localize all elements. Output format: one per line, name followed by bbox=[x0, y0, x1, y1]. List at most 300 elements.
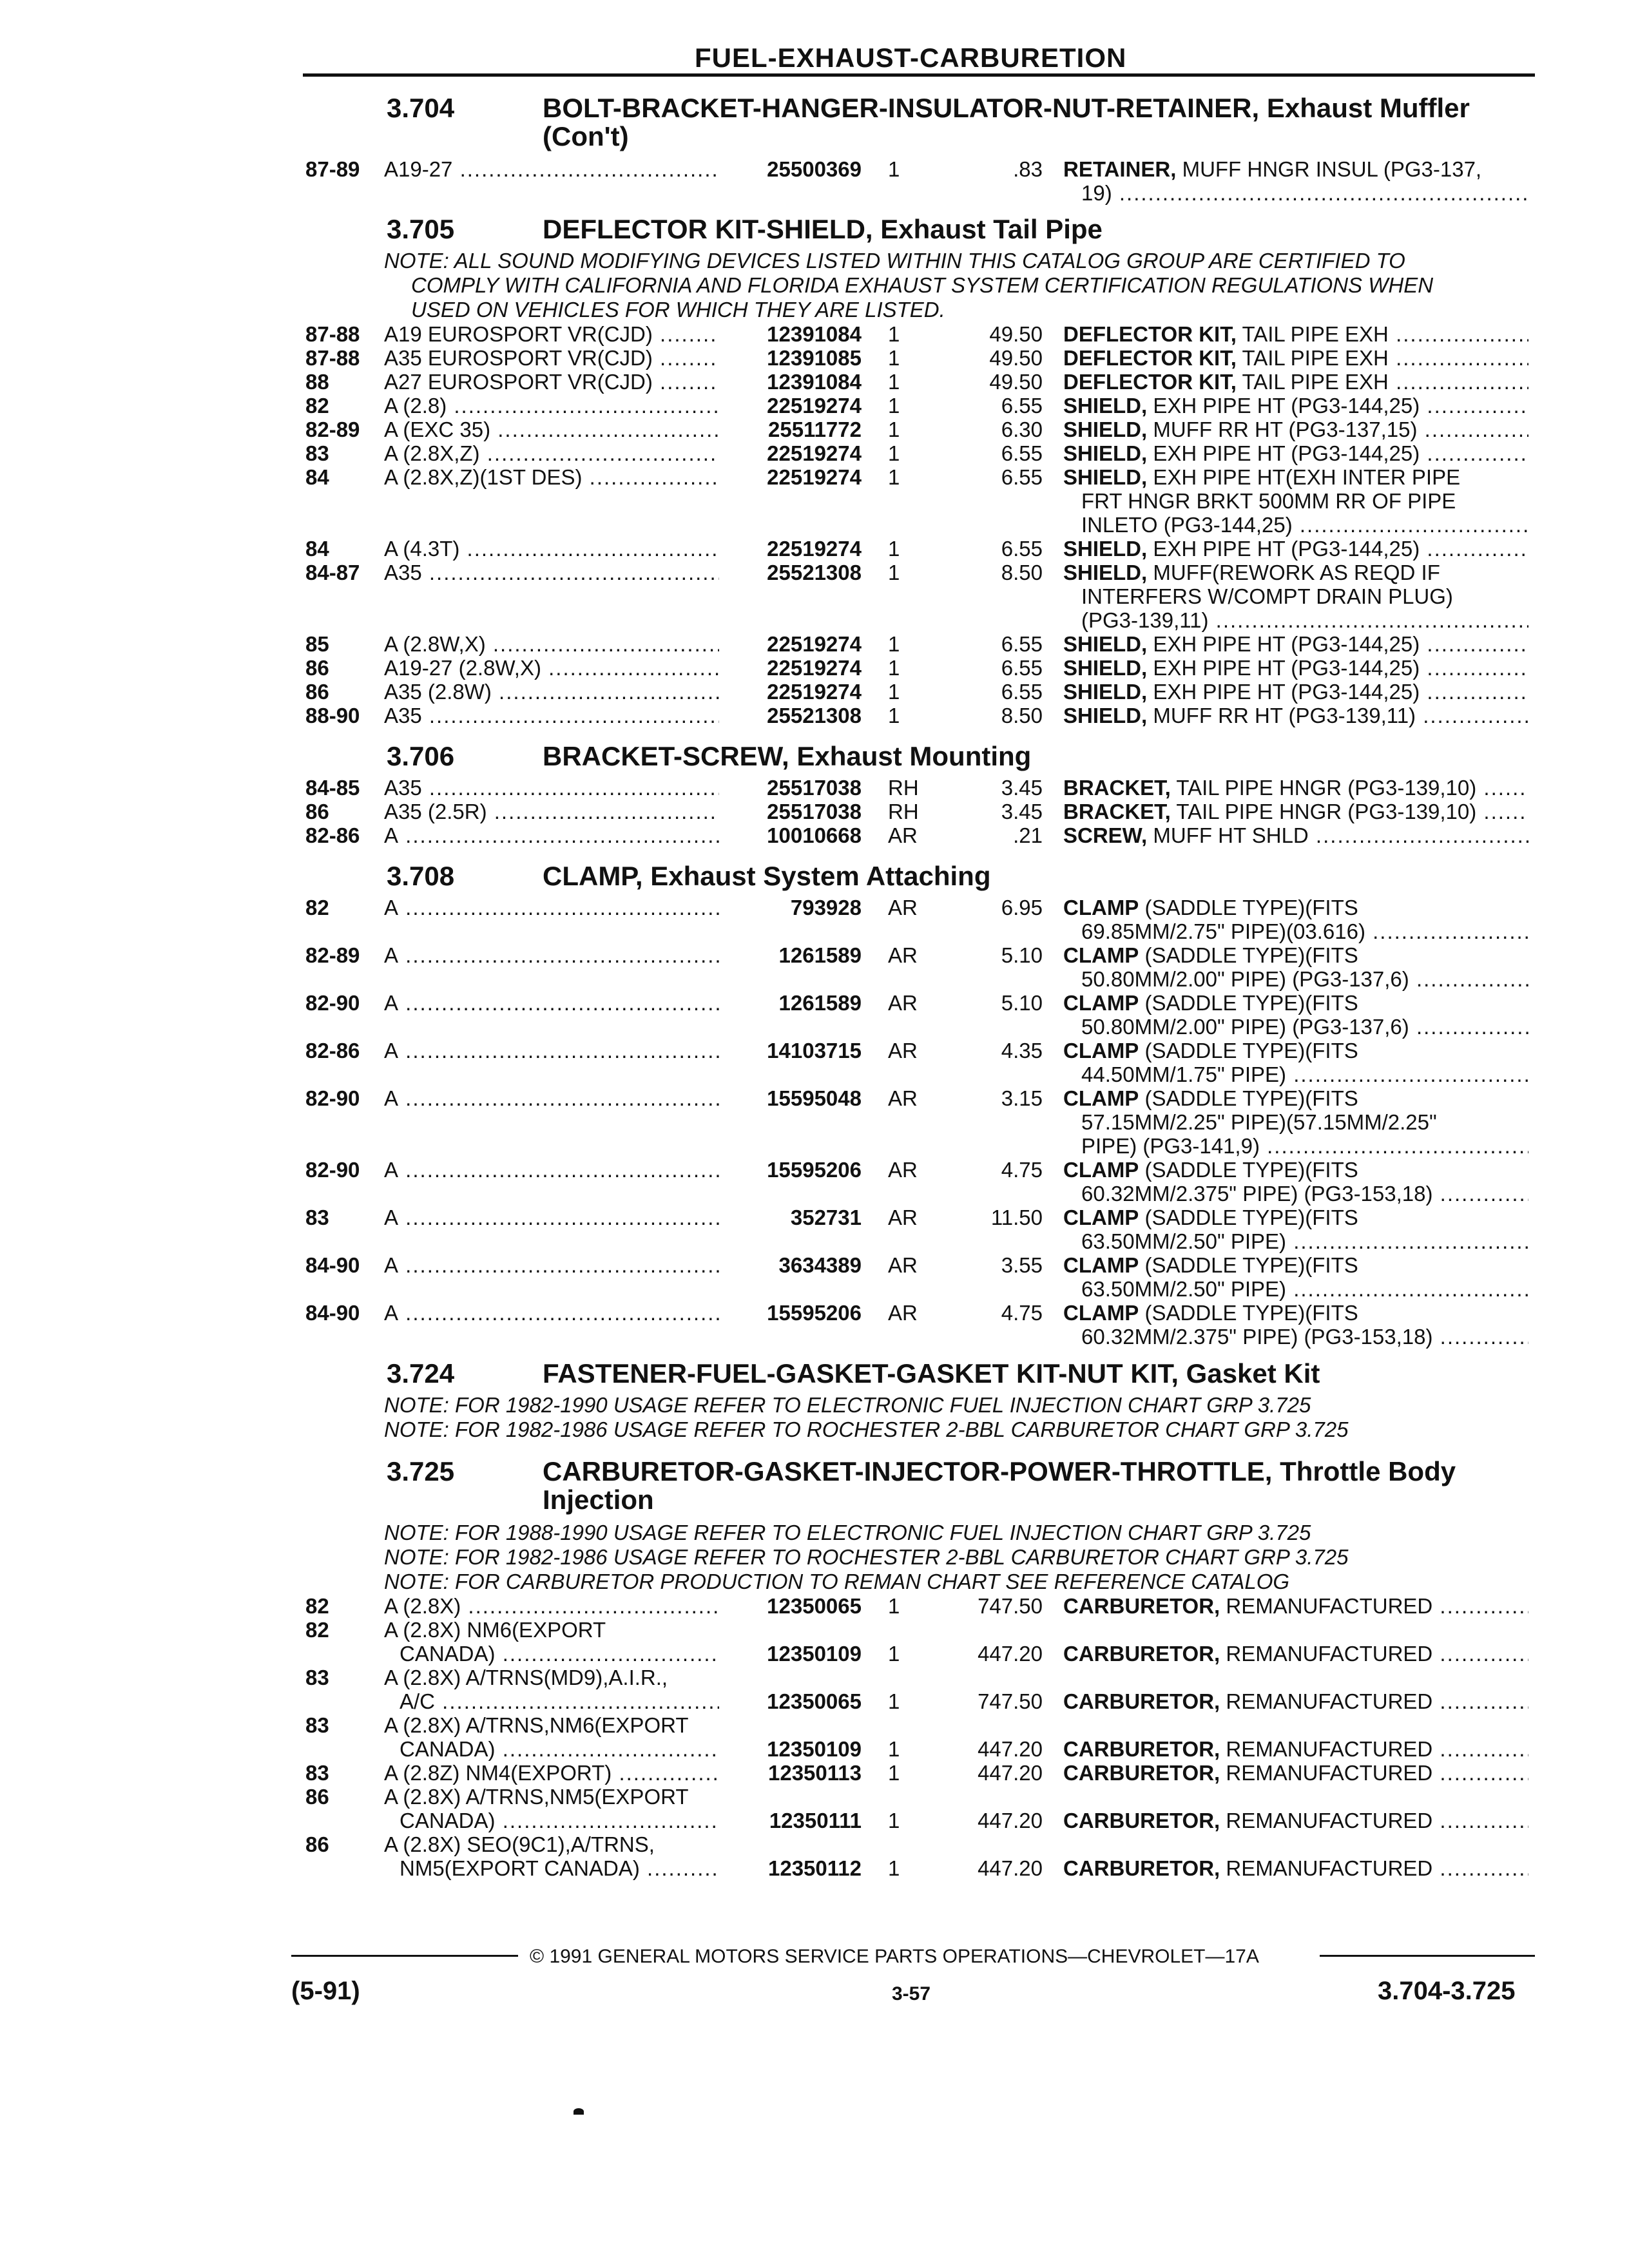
part-name: CARBURETOR, bbox=[1063, 1594, 1220, 1618]
price: 3.15 bbox=[1001, 1086, 1043, 1110]
description-line bbox=[1063, 1277, 1528, 1301]
price: 6.55 bbox=[1001, 465, 1043, 489]
description-line bbox=[1063, 513, 1528, 537]
part-name: CARBURETOR, bbox=[1063, 1642, 1220, 1666]
model-year: 83 bbox=[305, 1713, 329, 1737]
section-number: 3.725 bbox=[387, 1456, 455, 1486]
section-note: NOTE: FOR CARBURETOR PRODUCTION TO REMAN CHART SEE REFERENCE CATALOG bbox=[384, 1570, 1290, 1593]
model-year: 82 bbox=[305, 1618, 329, 1642]
model-year: 86 bbox=[305, 800, 329, 823]
part-number: 15595206 bbox=[767, 1158, 862, 1182]
part-name: CLAMP bbox=[1063, 943, 1139, 967]
price: 6.55 bbox=[1001, 394, 1043, 418]
price: 6.30 bbox=[1001, 418, 1043, 441]
quantity: 1 bbox=[888, 656, 900, 680]
section-title: CLAMP, Exhaust System Attaching bbox=[543, 861, 991, 891]
description-text: (SADDLE TYPE)(FITS bbox=[1144, 991, 1358, 1015]
quantity: 1 bbox=[888, 346, 900, 370]
description-line bbox=[1063, 1737, 1528, 1761]
section-note: COMPLY WITH CALIFORNIA AND FLORIDA EXHAUST SYSTEM CERTIFICATION REGULATIONS WHEN bbox=[411, 273, 1434, 297]
description-text: REMANUFACTURED bbox=[1226, 1642, 1433, 1666]
description-line bbox=[1063, 489, 1528, 513]
model-year: 84-90 bbox=[305, 1253, 360, 1277]
description-text: EXH PIPE HT (PG3-144,25) bbox=[1153, 680, 1420, 704]
quantity: 1 bbox=[888, 394, 900, 418]
section-note: USED ON VEHICLES FOR WHICH THEY ARE LISTED. bbox=[411, 298, 945, 322]
quantity: 1 bbox=[888, 441, 900, 465]
price: 8.50 bbox=[1001, 561, 1043, 584]
model-description: A35 (2.5R) ..... bbox=[384, 800, 719, 823]
part-description bbox=[1063, 1809, 1528, 1832]
model-year: 83 bbox=[305, 1666, 329, 1689]
price: 4.75 bbox=[1001, 1158, 1043, 1182]
part-name: CLAMP bbox=[1063, 1253, 1139, 1277]
price: 6.55 bbox=[1001, 632, 1043, 656]
part-description bbox=[1063, 322, 1528, 346]
section-title: FASTENER-FUEL-GASKET-GASKET KIT-NUT KIT, Gasket Kit bbox=[543, 1358, 1320, 1389]
model-year: 86 bbox=[305, 1832, 329, 1856]
description-text: 60.32MM/2.375" PIPE) (PG3-153,18) bbox=[1081, 1182, 1433, 1206]
part-number: 25521308 bbox=[767, 704, 862, 727]
quantity: 1 bbox=[888, 465, 900, 489]
price: .21 bbox=[1013, 823, 1043, 847]
part-description bbox=[1063, 1856, 1528, 1880]
description-text: MUFF HNGR INSUL (PG3-137, bbox=[1182, 157, 1482, 181]
description-text: 19) bbox=[1081, 181, 1112, 205]
description-line bbox=[1063, 346, 1528, 370]
price: 447.20 bbox=[978, 1737, 1043, 1761]
description-text: EXH PIPE HT (PG3-144,25) bbox=[1153, 441, 1420, 465]
part-description bbox=[1063, 1642, 1528, 1666]
part-name: CLAMP bbox=[1063, 1086, 1139, 1110]
description-line bbox=[1063, 537, 1528, 561]
description-text: MUFF RR HT (PG3-137,15) bbox=[1153, 418, 1418, 441]
part-name: CARBURETOR, bbox=[1063, 1856, 1220, 1880]
part-number: 12350113 bbox=[767, 1761, 862, 1785]
part-number: 12391084 bbox=[767, 370, 862, 394]
part-description bbox=[1063, 656, 1528, 680]
description-line bbox=[1063, 1809, 1528, 1832]
price: 447.20 bbox=[978, 1761, 1043, 1785]
part-number: 22519274 bbox=[767, 441, 862, 465]
model-year: 86 bbox=[305, 680, 329, 704]
description-line bbox=[1063, 1594, 1528, 1618]
model-description: A (2.8X) ..... bbox=[384, 1594, 719, 1618]
section-number: 3.724 bbox=[387, 1358, 455, 1389]
price: 747.50 bbox=[978, 1594, 1043, 1618]
quantity: 1 bbox=[888, 1689, 900, 1713]
description-line bbox=[1063, 584, 1528, 608]
quantity: 1 bbox=[888, 1809, 900, 1832]
part-description bbox=[1063, 1594, 1528, 1618]
model-description: A (2.8Z) NM4(EXPORT) ..... bbox=[384, 1761, 719, 1785]
model-year: 83 bbox=[305, 1206, 329, 1229]
quantity: 1 bbox=[888, 680, 900, 704]
part-name: CARBURETOR, bbox=[1063, 1689, 1220, 1713]
part-name: SHIELD, bbox=[1063, 704, 1148, 727]
description-line bbox=[1063, 322, 1528, 346]
part-description bbox=[1063, 1737, 1528, 1761]
price: 49.50 bbox=[989, 346, 1043, 370]
description-text: 50.80MM/2.00" PIPE) (PG3-137,6) bbox=[1081, 1015, 1409, 1039]
description-text: REMANUFACTURED bbox=[1226, 1689, 1433, 1713]
description-text: REMANUFACTURED bbox=[1226, 1761, 1433, 1785]
description-line bbox=[1063, 1062, 1528, 1086]
part-description bbox=[1063, 1206, 1528, 1253]
quantity: AR bbox=[888, 1086, 918, 1110]
part-number: 25521308 bbox=[767, 561, 862, 584]
part-description bbox=[1063, 1039, 1528, 1086]
part-description bbox=[1063, 370, 1528, 394]
quantity: 1 bbox=[888, 322, 900, 346]
model-year: 82-86 bbox=[305, 823, 360, 847]
description-text: (SADDLE TYPE)(FITS bbox=[1144, 1039, 1358, 1062]
model-description: A (2.8X,Z) ..... bbox=[384, 441, 719, 465]
description-text: REMANUFACTURED bbox=[1226, 1737, 1433, 1761]
quantity: 1 bbox=[888, 370, 900, 394]
part-description bbox=[1063, 632, 1528, 656]
model-year: 84 bbox=[305, 537, 329, 561]
quantity: AR bbox=[888, 1206, 918, 1229]
price: 11.50 bbox=[990, 1206, 1043, 1229]
model-year: 86 bbox=[305, 1785, 329, 1809]
section-title: BRACKET-SCREW, Exhaust Mounting bbox=[543, 741, 1032, 771]
quantity: 1 bbox=[888, 537, 900, 561]
description-text: TAIL PIPE HNGR (PG3-139,10) bbox=[1176, 800, 1477, 823]
description-text: EXH PIPE HT (PG3-144,25) bbox=[1153, 537, 1420, 561]
part-number: 25517038 bbox=[767, 776, 862, 800]
quantity: AR bbox=[888, 943, 918, 967]
description-line bbox=[1063, 1182, 1528, 1206]
part-description bbox=[1063, 776, 1528, 800]
description-text: (SADDLE TYPE)(FITS bbox=[1144, 1086, 1358, 1110]
part-number: 22519274 bbox=[767, 465, 862, 489]
model-description: A35 (2.8W) ..... bbox=[384, 680, 719, 704]
part-description bbox=[1063, 1158, 1528, 1206]
part-number: 22519274 bbox=[767, 656, 862, 680]
quantity: 1 bbox=[888, 1642, 900, 1666]
description-text: MUFF RR HT (PG3-139,11) bbox=[1153, 704, 1416, 727]
model-description: A (2.8X,Z)(1ST DES) ..... bbox=[384, 465, 719, 489]
section-note: NOTE: FOR 1982-1986 USAGE REFER TO ROCHESTER 2-BBL CARBURETOR CHART GRP 3.725 bbox=[384, 1418, 1349, 1441]
description-text: 50.80MM/2.00" PIPE) (PG3-137,6) bbox=[1081, 967, 1409, 991]
model-year: 84-85 bbox=[305, 776, 360, 800]
part-name: CLAMP bbox=[1063, 1158, 1139, 1182]
model-description: A19-27 ..... bbox=[384, 157, 719, 181]
price: 49.50 bbox=[989, 370, 1043, 394]
description-text: INTERFERS W/COMPT DRAIN PLUG) bbox=[1081, 584, 1453, 608]
part-description bbox=[1063, 1301, 1528, 1349]
description-line bbox=[1063, 1856, 1528, 1880]
part-name: SHIELD, bbox=[1063, 632, 1148, 656]
description-line bbox=[1063, 1039, 1528, 1062]
description-line bbox=[1063, 561, 1528, 584]
description-text: INLETO (PG3-144,25) bbox=[1081, 513, 1293, 537]
scan-mark bbox=[574, 2108, 584, 2115]
description-line bbox=[1063, 896, 1528, 919]
part-description bbox=[1063, 823, 1528, 847]
part-number: 3634389 bbox=[778, 1253, 862, 1277]
part-number: 352731 bbox=[790, 1206, 862, 1229]
part-name: DEFLECTOR KIT, bbox=[1063, 370, 1237, 394]
model-year: 82-90 bbox=[305, 1158, 360, 1182]
part-description bbox=[1063, 1761, 1528, 1785]
price: 3.45 bbox=[1001, 800, 1043, 823]
part-number: 22519274 bbox=[767, 394, 862, 418]
part-number: 25500369 bbox=[767, 157, 862, 181]
description-line bbox=[1063, 800, 1528, 823]
model-description: A35 EUROSPORT VR(CJD) ..... bbox=[384, 346, 719, 370]
description-text: REMANUFACTURED bbox=[1226, 1809, 1433, 1832]
model-description: A (4.3T) ..... bbox=[384, 537, 719, 561]
description-text: REMANUFACTURED bbox=[1226, 1594, 1433, 1618]
description-line bbox=[1063, 394, 1528, 418]
description-line bbox=[1063, 1642, 1528, 1666]
model-description: A (2.8) ..... bbox=[384, 394, 719, 418]
quantity: 1 bbox=[888, 632, 900, 656]
part-number: 22519274 bbox=[767, 632, 862, 656]
part-number: 15595206 bbox=[767, 1301, 862, 1325]
description-line bbox=[1063, 919, 1528, 943]
section-title: BOLT-BRACKET-HANGER-INSULATOR-NUT-RETAINER, Exhaust Muffler (Con't) bbox=[543, 93, 1470, 151]
description-line bbox=[1063, 680, 1528, 704]
description-text: (SADDLE TYPE)(FITS bbox=[1144, 896, 1358, 919]
part-description bbox=[1063, 561, 1528, 632]
model-description: A ..... bbox=[384, 896, 719, 919]
model-year: 87-88 bbox=[305, 346, 360, 370]
description-text: (SADDLE TYPE)(FITS bbox=[1144, 1301, 1358, 1325]
model-description: A ..... bbox=[384, 1086, 719, 1110]
part-name: CLAMP bbox=[1063, 1206, 1139, 1229]
part-number: 15595048 bbox=[767, 1086, 862, 1110]
part-description bbox=[1063, 991, 1528, 1039]
price: 447.20 bbox=[978, 1856, 1043, 1880]
footer-copyright: © 1991 GENERAL MOTORS SERVICE PARTS OPERATIONS—CHEVROLET—17A bbox=[530, 1946, 1259, 1967]
quantity: 1 bbox=[888, 1856, 900, 1880]
description-text: (SADDLE TYPE)(FITS bbox=[1144, 1253, 1358, 1277]
description-text: 69.85MM/2.75" PIPE)(03.616) bbox=[1081, 919, 1365, 943]
part-description bbox=[1063, 896, 1528, 943]
section-note: NOTE: ALL SOUND MODIFYING DEVICES LISTED WITHIN THIS CATALOG GROUP ARE CERTIFIED TO bbox=[384, 249, 1405, 273]
part-description bbox=[1063, 1086, 1528, 1158]
section-title: CARBURETOR-GASKET-INJECTOR-POWER-THROTTLE, Throttle Body Injection bbox=[543, 1456, 1456, 1515]
description-text: REMANUFACTURED bbox=[1226, 1856, 1433, 1880]
description-text: MUFF HT SHLD bbox=[1153, 823, 1309, 847]
description-line bbox=[1063, 181, 1528, 205]
part-description bbox=[1063, 394, 1528, 418]
part-number: 25511772 bbox=[767, 418, 862, 441]
description-text: PIPE) (PG3-141,9) bbox=[1081, 1134, 1260, 1158]
description-line bbox=[1063, 1134, 1528, 1158]
price: 3.45 bbox=[1001, 776, 1043, 800]
price: .83 bbox=[1013, 157, 1043, 181]
model-year: 82-86 bbox=[305, 1039, 360, 1062]
part-name: SHIELD, bbox=[1063, 680, 1148, 704]
model-description: A ..... bbox=[384, 1253, 719, 1277]
section-number: 3.705 bbox=[387, 214, 455, 244]
model-year: 87-89 bbox=[305, 157, 360, 181]
part-description bbox=[1063, 680, 1528, 704]
part-name: DEFLECTOR KIT, bbox=[1063, 322, 1237, 346]
part-name: SHIELD, bbox=[1063, 656, 1148, 680]
model-year: 82-90 bbox=[305, 1086, 360, 1110]
description-line bbox=[1063, 1086, 1528, 1110]
section-title: DEFLECTOR KIT-SHIELD, Exhaust Tail Pipe bbox=[543, 214, 1103, 244]
model-year: 84 bbox=[305, 465, 329, 489]
quantity: AR bbox=[888, 823, 918, 847]
description-text: EXH PIPE HT (PG3-144,25) bbox=[1153, 632, 1420, 656]
model-year: 86 bbox=[305, 656, 329, 680]
price: 5.10 bbox=[1001, 943, 1043, 967]
part-description bbox=[1063, 157, 1528, 205]
part-number: 793928 bbox=[790, 896, 862, 919]
quantity: RH bbox=[888, 776, 919, 800]
quantity: 1 bbox=[888, 1761, 900, 1785]
description-text: EXH PIPE HT (PG3-144,25) bbox=[1153, 394, 1420, 418]
model-year: 88 bbox=[305, 370, 329, 394]
price: 5.10 bbox=[1001, 991, 1043, 1015]
model-description: A ..... bbox=[384, 823, 719, 847]
price: 747.50 bbox=[978, 1689, 1043, 1713]
model-description: A (2.8X) A/TRNS,NM5(EXPORT bbox=[384, 1785, 689, 1809]
footer-page-number: 3-57 bbox=[892, 1983, 931, 2004]
part-name: CARBURETOR, bbox=[1063, 1809, 1220, 1832]
model-description-cont: A/C ..... bbox=[400, 1689, 719, 1713]
price: 447.20 bbox=[978, 1642, 1043, 1666]
description-line bbox=[1063, 1206, 1528, 1229]
description-line bbox=[1063, 967, 1528, 991]
description-text: TAIL PIPE HNGR (PG3-139,10) bbox=[1176, 776, 1477, 800]
model-year: 85 bbox=[305, 632, 329, 656]
quantity: AR bbox=[888, 1253, 918, 1277]
price: 8.50 bbox=[1001, 704, 1043, 727]
part-description bbox=[1063, 537, 1528, 561]
part-name: CARBURETOR, bbox=[1063, 1761, 1220, 1785]
model-description: A ..... bbox=[384, 1206, 719, 1229]
part-name: SHIELD, bbox=[1063, 418, 1148, 441]
description-text: 57.15MM/2.25" PIPE)(57.15MM/2.25" bbox=[1081, 1110, 1437, 1134]
description-line bbox=[1063, 1301, 1528, 1325]
part-number: 22519274 bbox=[767, 537, 862, 561]
description-line bbox=[1063, 1015, 1528, 1039]
part-name: CLAMP bbox=[1063, 896, 1139, 919]
description-line bbox=[1063, 1253, 1528, 1277]
model-description: A19 EUROSPORT VR(CJD) ..... bbox=[384, 322, 719, 346]
quantity: AR bbox=[888, 1039, 918, 1062]
description-text: EXH PIPE HT (PG3-144,25) bbox=[1153, 656, 1420, 680]
description-text: 44.50MM/1.75" PIPE) bbox=[1081, 1062, 1287, 1086]
model-description-cont: NM5(EXPORT CANADA) ..... bbox=[400, 1856, 719, 1880]
part-name: CLAMP bbox=[1063, 1039, 1139, 1062]
model-description: A ..... bbox=[384, 1039, 719, 1062]
part-number: 22519274 bbox=[767, 680, 862, 704]
part-name: CARBURETOR, bbox=[1063, 1737, 1220, 1761]
model-year: 82-89 bbox=[305, 943, 360, 967]
price: 447.20 bbox=[978, 1809, 1043, 1832]
description-text: (PG3-139,11) bbox=[1081, 608, 1209, 632]
section-note: NOTE: FOR 1988-1990 USAGE REFER TO ELECTRONIC FUEL INJECTION CHART GRP 3.725 bbox=[384, 1521, 1311, 1544]
footer-date: (5-91) bbox=[291, 1977, 360, 2005]
description-line bbox=[1063, 776, 1528, 800]
model-year: 82-90 bbox=[305, 991, 360, 1015]
description-line bbox=[1063, 370, 1528, 394]
description-text: (SADDLE TYPE)(FITS bbox=[1144, 943, 1358, 967]
part-description bbox=[1063, 346, 1528, 370]
description-line bbox=[1063, 1158, 1528, 1182]
description-line bbox=[1063, 1110, 1528, 1134]
description-text: FRT HNGR BRKT 500MM RR OF PIPE bbox=[1081, 489, 1456, 513]
description-line bbox=[1063, 656, 1528, 680]
part-description bbox=[1063, 465, 1528, 537]
part-description bbox=[1063, 943, 1528, 991]
description-line bbox=[1063, 157, 1528, 181]
model-description-cont: CANADA) ..... bbox=[400, 1737, 719, 1761]
description-text: MUFF(REWORK AS REQD IF bbox=[1153, 561, 1440, 584]
part-number: 12350065 bbox=[767, 1689, 862, 1713]
price: 6.95 bbox=[1001, 896, 1043, 919]
quantity: AR bbox=[888, 991, 918, 1015]
price: 3.55 bbox=[1001, 1253, 1043, 1277]
part-name: BRACKET, bbox=[1063, 800, 1171, 823]
price: 49.50 bbox=[989, 322, 1043, 346]
description-text: 63.50MM/2.50" PIPE) bbox=[1081, 1277, 1287, 1301]
part-number: 12350109 bbox=[767, 1737, 862, 1761]
part-name: RETAINER, bbox=[1063, 157, 1177, 181]
model-description: A ..... bbox=[384, 1301, 719, 1325]
price: 6.55 bbox=[1001, 441, 1043, 465]
part-number: 12350065 bbox=[767, 1594, 862, 1618]
description-line bbox=[1063, 418, 1528, 441]
model-description: A ..... bbox=[384, 943, 719, 967]
part-description bbox=[1063, 704, 1528, 727]
part-name: SHIELD, bbox=[1063, 561, 1148, 584]
quantity: 1 bbox=[888, 157, 900, 181]
quantity: 1 bbox=[888, 418, 900, 441]
quantity: 1 bbox=[888, 704, 900, 727]
description-text: 60.32MM/2.375" PIPE) (PG3-153,18) bbox=[1081, 1325, 1433, 1349]
description-line bbox=[1063, 632, 1528, 656]
model-description: A ..... bbox=[384, 1158, 719, 1182]
section-number: 3.706 bbox=[387, 741, 455, 771]
description-line bbox=[1063, 441, 1528, 465]
model-description: A (2.8X) A/TRNS,NM6(EXPORT bbox=[384, 1713, 689, 1737]
section-number: 3.708 bbox=[387, 861, 455, 891]
part-name: DEFLECTOR KIT, bbox=[1063, 346, 1237, 370]
description-line bbox=[1063, 1229, 1528, 1253]
description-line bbox=[1063, 943, 1528, 967]
description-text: (SADDLE TYPE)(FITS bbox=[1144, 1206, 1358, 1229]
part-description bbox=[1063, 418, 1528, 441]
quantity: AR bbox=[888, 1301, 918, 1325]
section-number: 3.704 bbox=[387, 93, 455, 123]
model-year: 83 bbox=[305, 1761, 329, 1785]
description-text: EXH PIPE HT(EXH INTER PIPE bbox=[1153, 465, 1461, 489]
description-line bbox=[1063, 1325, 1528, 1349]
model-year: 84-87 bbox=[305, 561, 360, 584]
price: 4.35 bbox=[1001, 1039, 1043, 1062]
part-number: 12391085 bbox=[767, 346, 862, 370]
description-text: (SADDLE TYPE)(FITS bbox=[1144, 1158, 1358, 1182]
model-year: 87-88 bbox=[305, 322, 360, 346]
model-description: A (2.8X) NM6(EXPORT bbox=[384, 1618, 606, 1642]
description-text: TAIL PIPE EXH bbox=[1242, 370, 1389, 394]
part-number: 12350111 bbox=[769, 1809, 862, 1832]
model-description: A19-27 (2.8W,X) ..... bbox=[384, 656, 719, 680]
part-description bbox=[1063, 800, 1528, 823]
description-line bbox=[1063, 1689, 1528, 1713]
quantity: 1 bbox=[888, 561, 900, 584]
section-note: NOTE: FOR 1982-1986 USAGE REFER TO ROCHESTER 2-BBL CARBURETOR CHART GRP 3.725 bbox=[384, 1545, 1349, 1569]
